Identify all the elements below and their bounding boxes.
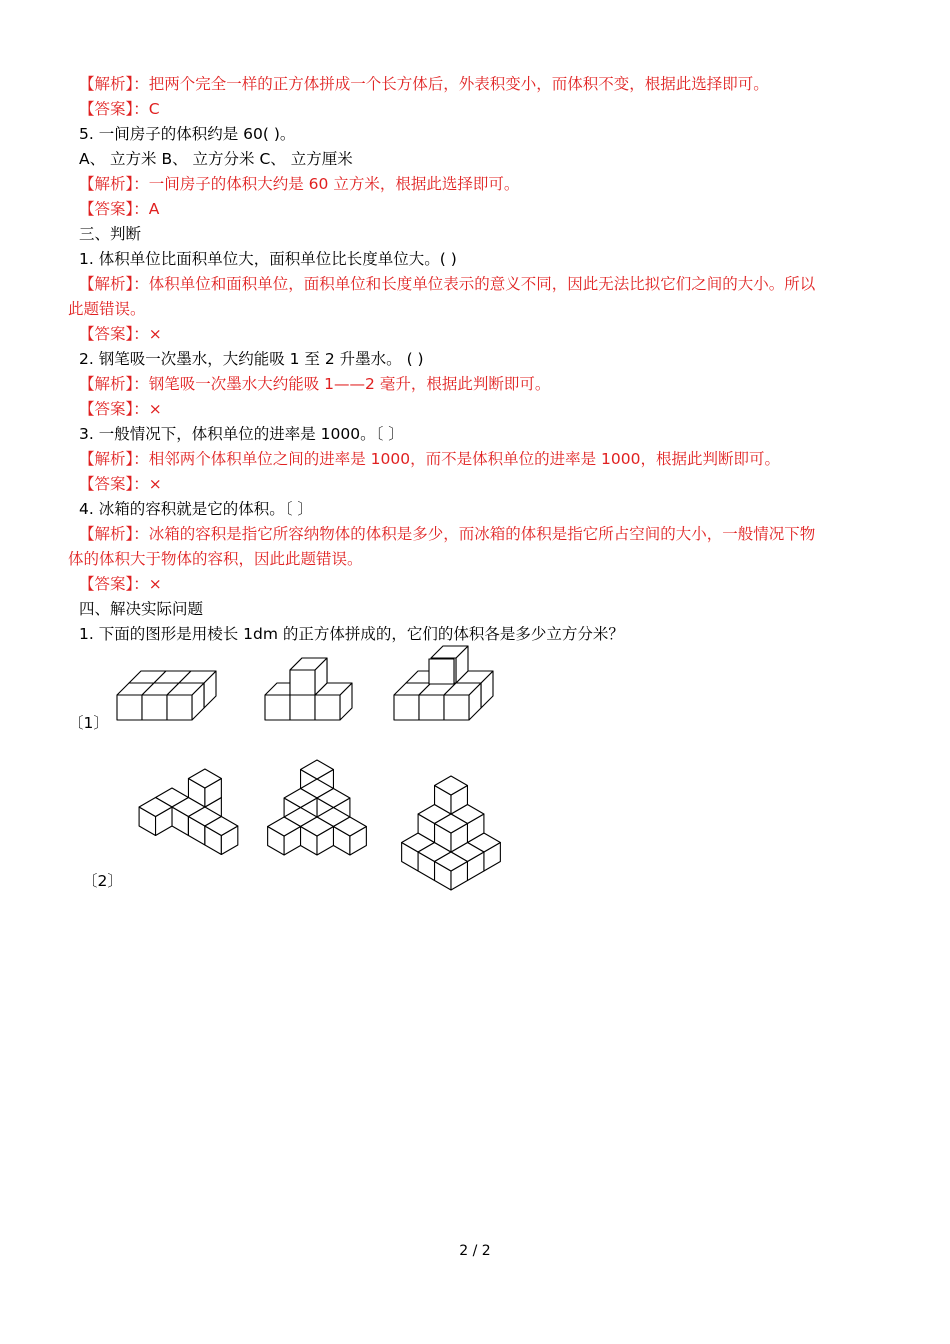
analysis-j4-line2: 体的体积大于物体的容积，因此此题错误。	[68, 550, 363, 568]
answer-q5: 【答案】：A	[79, 200, 160, 218]
analysis-q4: 【解析】：把两个完全一样的正方体拼成一个长方体后，外表积变小，而体积不变，根据此选择即可。	[79, 75, 769, 93]
fig1c-cube-front	[394, 695, 419, 720]
analysis-j3: 【解析】：相邻两个体积单位之间的进率是 1000，而不是体积单位的进率是 1000，根据此判断即可。	[79, 450, 780, 468]
judgement-4: 4. 冰箱的容积就是它的体积。〔 〕	[79, 500, 313, 518]
answer-j1: 【答案】：×	[79, 325, 162, 343]
fig1a-cube-front	[117, 695, 142, 720]
section-practical-heading: 四、解决实际问题	[79, 600, 204, 618]
judgement-3: 3. 一般情况下，体积单位的进率是 1000。〔 〕	[79, 425, 404, 443]
figure-label-1: 〔1〕	[68, 714, 109, 732]
answer-j2: 【答案】：×	[79, 400, 162, 418]
fig1b-cube-front	[265, 695, 290, 720]
fig1c-cube-front	[419, 695, 444, 720]
analysis-j1-line1: 【解析】：体积单位和面积单位，面积单位和长度单位表示的意义不同，因此无法比拟它们之间的大小。所以	[79, 275, 816, 293]
section-judgement-heading: 三、判断	[79, 225, 142, 243]
analysis-j1-line2: 此题错误。	[68, 300, 146, 318]
practical-question-1: 1. 下面的图形是用棱长 1dm 的正方体拼成的，它们的体积各是多少立方分米？	[79, 625, 624, 643]
fig1a-cube-front	[167, 695, 192, 720]
page-number: 2 / 2	[459, 1243, 491, 1259]
fig1b-cube-front	[290, 695, 315, 720]
question-5: 5. 一间房子的体积约是 60( )。	[79, 125, 296, 143]
fig1b-top-cube2-front	[290, 670, 315, 695]
answer-q4: 【答案】：C	[79, 100, 160, 118]
fig1c-cube-front	[444, 695, 469, 720]
judgement-2: 2. 钢笔吸一次墨水，大约能吸 1 至 2 升墨水。 ( )	[79, 350, 424, 368]
answer-j3: 【答案】：×	[79, 475, 162, 493]
judgement-1: 1. 体积单位比面积单位大，面积单位比长度单位大。( )	[79, 250, 457, 268]
fig1c-top-front-front	[429, 659, 454, 684]
fig1b-cube-front	[315, 695, 340, 720]
options-q5: A、 立方米 B、 立方分米 C、 立方厘米	[79, 150, 353, 168]
analysis-q5: 【解析】：一间房子的体积大约是 60 立方米，根据此选择即可。	[79, 175, 520, 193]
figure-label-2: 〔2〕	[82, 872, 123, 890]
answer-j4: 【答案】：×	[79, 575, 162, 593]
analysis-j4-line1: 【解析】：冰箱的容积是指它所容纳物体的体积是多少，而冰箱的体积是指它所占空间的大小，一般情况下物	[79, 525, 816, 543]
analysis-j2: 【解析】：钢笔吸一次墨水大约能吸 1——2 毫升，根据此判断即可。	[79, 375, 551, 393]
fig1a-cube-front	[142, 695, 167, 720]
